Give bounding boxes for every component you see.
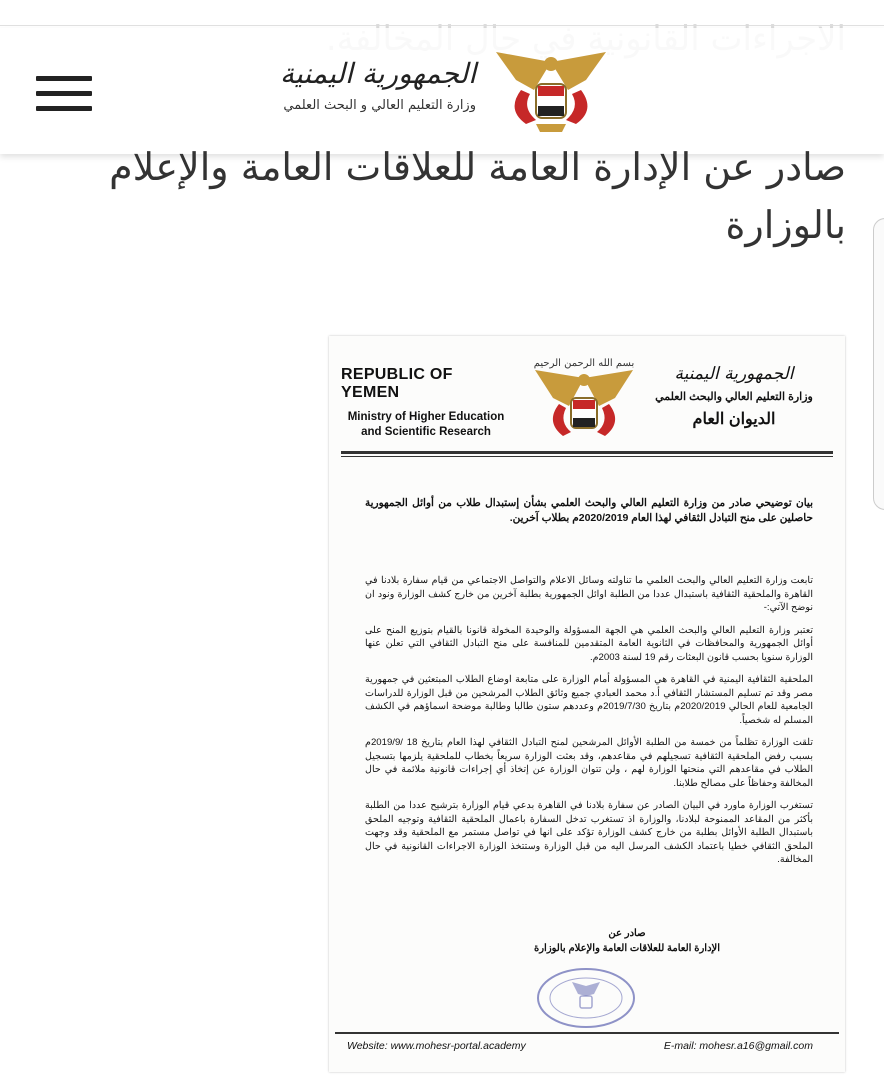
logo-subtitle: وزارة التعليم العالي و البحث العلمي [283,98,476,113]
site-logo[interactable] [264,50,616,134]
issuer-label: صادر عن [608,928,646,939]
logo-text [266,56,476,113]
letterhead-divider-thin [341,456,833,457]
document-paragraph: تلقت الوزارة تظلماً من خمسة من الطلبة الأوائل المرشحين لمنح التبادل الثقافي لهذا العام بتاريخ 18 /2019/9م بسبب رفض الملحقية الثقافية تسجيلهم في مقاعدهم، وقد بعثت الوزارة سريعاً بخطاب للملحقية يلزمها بتسجيل الطلاب في مقاعدهم التي منحتها الوزارة لهم ، ولن تتوان الوزارة عن إتخاذ أي إجراءات قانونية ملائمة في حال المخالفة وحفاظاً على مصالح طلابنا. [365,737,813,789]
official-stamp-icon [534,966,638,1030]
document-footer [347,1040,813,1052]
article-headline: صادر عن الإدارة العامة للعلاقات العامة والإعلام بالوزارة [109,145,846,247]
document-eagle-emblem-icon [529,352,639,444]
document-paragraph: الملحقية الثقافية اليمنية في القاهرة هي المسؤولة أمام الوزارة على متابعة اوضاع الطلاب المبتعثين في جمهورية مصر وقد تم تسليم المستشار الثقافي أ.د محمد العبادي جميع وثائق الطلاب المرشحين من قبل الوزارة للدراسات الجامعية للعام الحالي 2020/2019م بتاريخ 2019/7/30م وعددهم ستون طالبا وطالبة موضحة اسماؤهم في الكشف المسلم له شخصياً. [365,674,813,726]
footer-website: Website: www.mohesr-portal.academy [347,1040,526,1052]
document-paragraph: تستغرب الوزارة ماورد في البيان الصادر عن سفارة بلادنا في القاهرة بدعي قيام الوزارة بترشيح عددا من الطلبة بأكثر من المقاعد الممنوحة لبلادنا، والوزارة اذ تستغرب تدخل السفارة باعمال الملحقية الثقافية وتوجيه الملحق باستبدال الطلبة الأوائل بطلبة من خارج كشف الوزارة تؤكد على انها في تواصل مستمر مع الملحقية وقد وجهت الملحق الثقافي خطيا باعتماد الكشف المرسل اليه من قبل الوزارة وستتخذ الوزارة الاجراءات القانونية في حال المخالفة. [365,800,813,865]
document-body [365,496,813,876]
issuer-name: الإدارة العامة للعلاقات العامة والإعلام بالوزارة [533,943,721,954]
letterhead-arabic [639,364,829,429]
document-paragraph: تابعت وزارة التعليم العالي والبحث العلمي ما تناولته وسائل الاعلام والتواصل الاجتماعي من قيام سفارة بلادنا في القاهرة والملحقية الثقافية باستبدال عددا من الطلبة اوائل الجمهورية بطلبة آخرين من خارج كشف الوزارة ونود ان نوضح الآتي:- [365,575,813,613]
footer-divider [335,1032,839,1034]
side-scroll-tab[interactable] [873,218,884,510]
statement-document-image [329,336,845,1072]
hamburger-menu-icon[interactable] [36,76,92,112]
letterhead-ar-title: الجمهورية اليمنية [674,364,794,384]
eagle-emblem-icon [486,50,616,134]
basmala-text: بسم الله الرحمن الرحيم [533,358,635,369]
letterhead-ar-ministry: وزارة التعليم العالي والبحث العلمي [655,391,813,403]
letterhead-ar-office: الديوان العام [692,411,776,428]
letterhead-english [341,366,511,440]
document-subject: بيان توضيحي صادر من وزارة التعليم العالي والبحث العلمي بشأن إستبدال طلاب من أوائل الجمهورية حاصلين على منح التبادل الثقافي لهذا العام 2020/2019م بطلاب آخرين. [365,497,813,524]
letterhead-divider [341,451,833,454]
document-paragraph: تعتبر وزارة التعليم العالي والبحث العلمي هي الجهة المسؤولة والوحيدة المخولة قانونا بالقيام بتوزيع المنح على أوائل الجمهورية والمحافظات في الثانوية العامة المتقدمين للمنافسة على منح التبادل الثقافي التي تعلن عنها الوزارة سنويا بحسب قانون البعثات رقم 19 لسنة 2003م. [365,624,813,663]
logo-title: الجمهورية اليمنية [279,57,476,90]
site-header [0,28,884,154]
letterhead-en-ministry: Ministry of Higher Education and Scientific Research [347,411,505,438]
footer-email: E-mail: mohesr.a16@gmail.com [663,1040,813,1052]
letterhead-en-title: REPUBLIC OF YEMEN [341,366,453,401]
document-signature-block [329,928,845,954]
